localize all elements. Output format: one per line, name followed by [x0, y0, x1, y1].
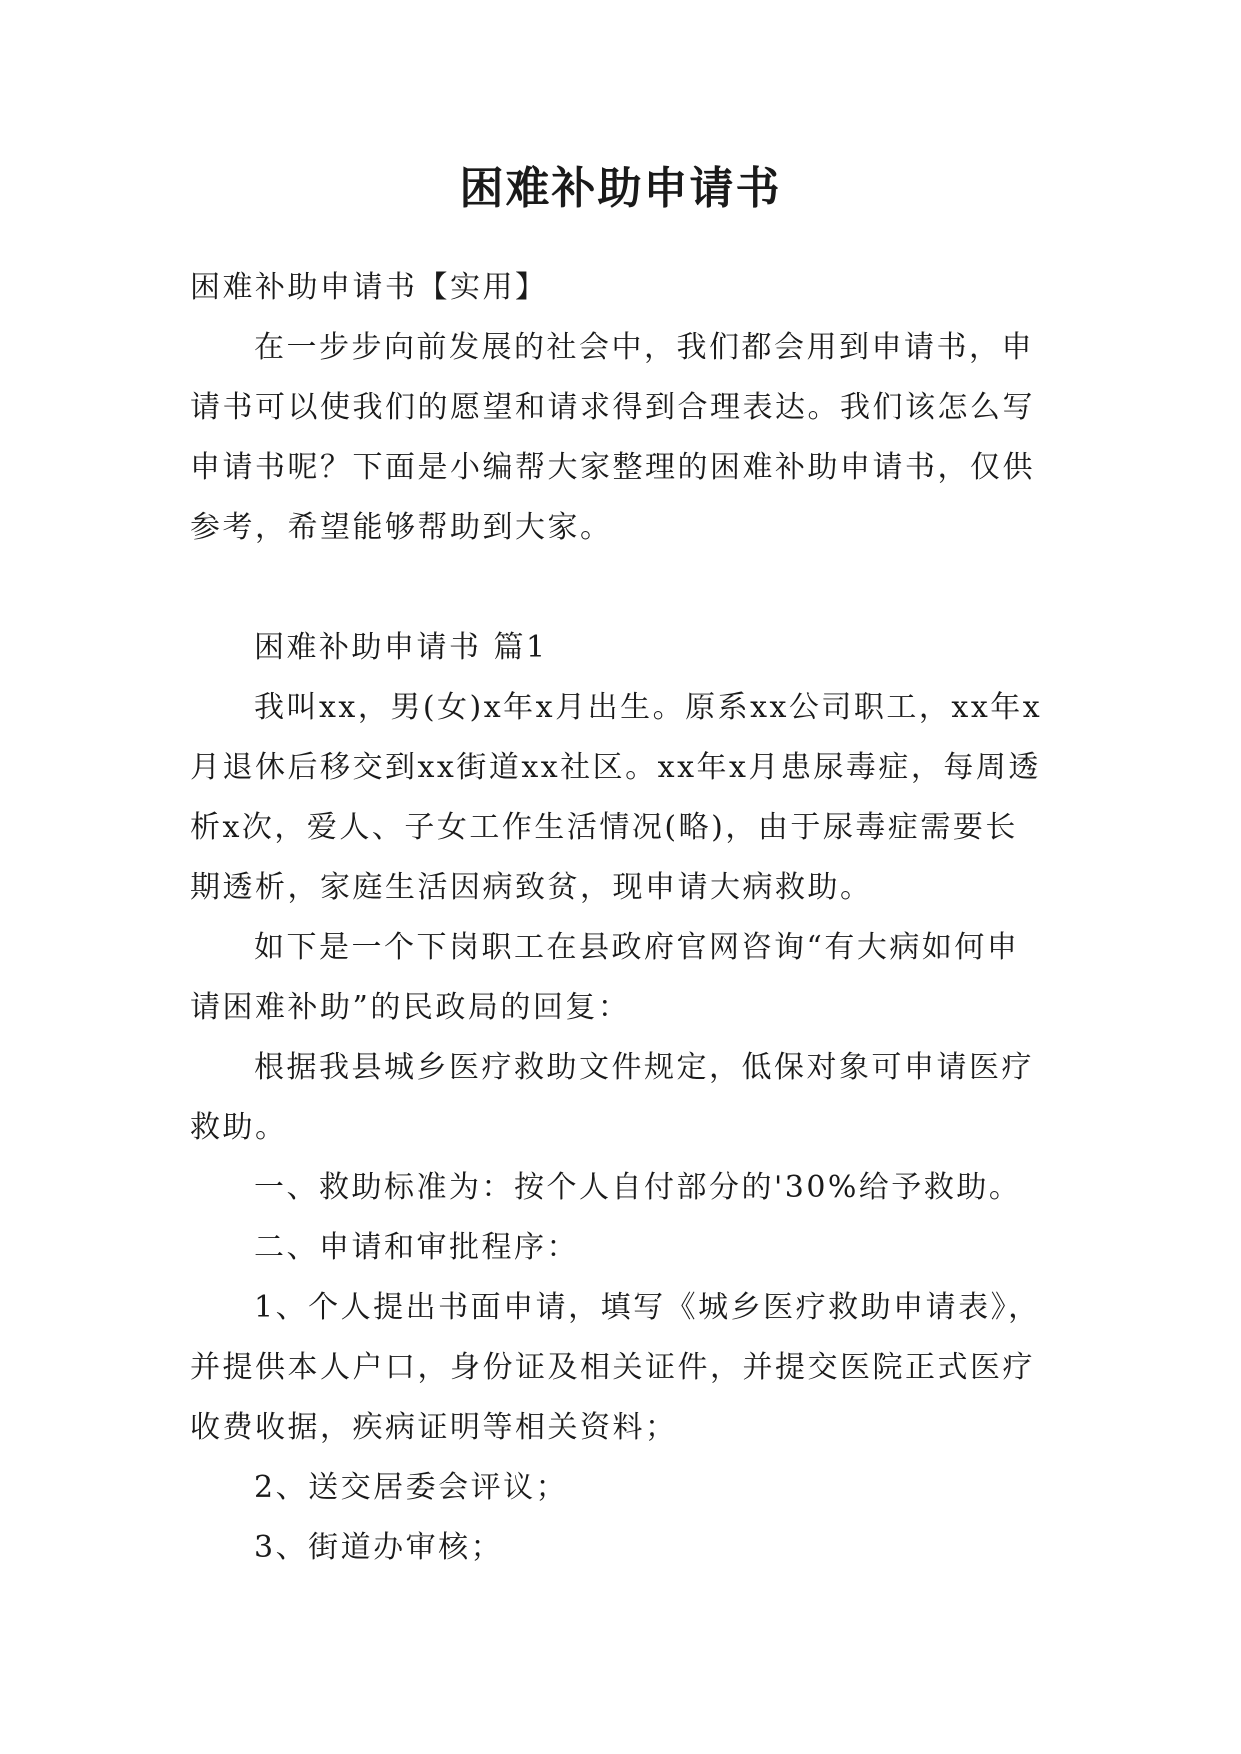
- document-subtitle: 困难补助申请书【实用】: [190, 270, 548, 305]
- document-body: [190, 258, 1050, 1578]
- body-paragraph: 如下是一个下岗职工在县政府官网咨询“有大病如何申请困难补助”的民政局的回复：: [190, 930, 1020, 1025]
- body-paragraph: 2、送交居委会评议；: [254, 1470, 569, 1505]
- body-paragraph: 我叫xx，男(女)x年x月出生。原系xx公司职工，xx年x月退休后移交到xx街道xx社区。xx年x月患尿毒症，每周透析x次，爱人、子女工作生活情况(略)，由于尿毒症需要长期透析，家庭生活因病致贫，现申请大病救助。: [190, 690, 1043, 905]
- body-paragraph: 1、个人提出书面申请，填写《城乡医疗救助申请表》，并提供本人户口，身份证及相关证件，并提交医院正式医疗收费收据，疾病证明等相关资料；: [190, 1290, 1041, 1445]
- body-paragraph: 3、街道办审核；: [254, 1530, 504, 1565]
- intro-paragraph: 在一步步向前发展的社会中，我们都会用到申请书，申请书可以使我们的愿望和请求得到合理表达。我们该怎么写申请书呢？下面是小编帮大家整理的困难补助申请书，仅供参考，希望能够帮助到大家。: [190, 330, 1035, 545]
- body-paragraph: 二、申请和审批程序：: [254, 1230, 579, 1265]
- document-title: 困难补助申请书: [459, 163, 782, 214]
- body-paragraph: 根据我县城乡医疗救助文件规定，低保对象可申请医疗救助。: [190, 1050, 1034, 1145]
- body-paragraph: 一、救助标准为：按个人自付部分的'30%给予救助。: [254, 1170, 1022, 1205]
- paragraph-spacer: [190, 558, 1050, 618]
- section-heading: 困难补助申请书 篇1: [254, 630, 548, 665]
